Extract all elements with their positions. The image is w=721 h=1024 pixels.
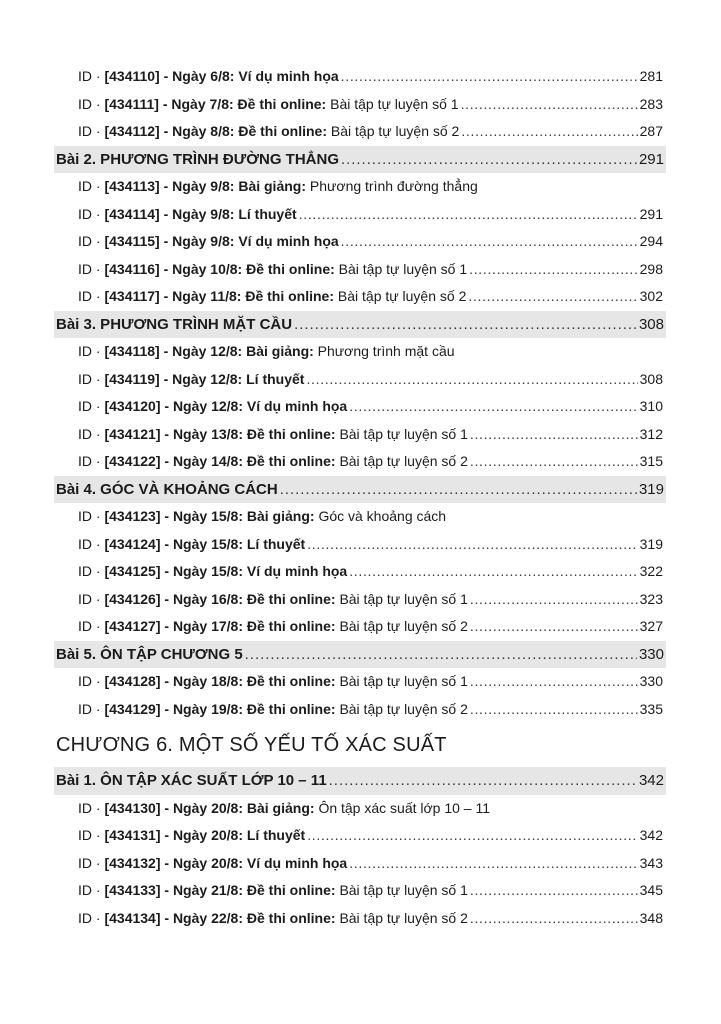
entry-code: [434111] xyxy=(104,95,159,112)
entry-label: Ví dụ minh họa xyxy=(238,233,339,249)
id-prefix: ID · xyxy=(78,673,101,689)
entry-description: Bài tập tự luyện số 2 xyxy=(339,453,468,469)
entry-day: - Ngày 19/8: xyxy=(164,700,243,717)
dot-leader xyxy=(470,905,638,933)
entry-label: Ví dụ minh họa xyxy=(246,563,348,579)
page-number: 335 xyxy=(639,700,663,717)
entry-label: Đề thi online: xyxy=(246,882,336,898)
entry-day: - Ngày 16/8: xyxy=(164,590,243,607)
entry-description: Bài tập tự luyện số 2 xyxy=(330,123,460,139)
toc-entry[interactable] xyxy=(0,448,721,476)
entry-label: Lí thuyết xyxy=(246,535,306,552)
entry-label: Lí thuyết xyxy=(246,827,306,843)
toc-entry[interactable] xyxy=(0,696,721,724)
entry-label: Ví dụ minh họa xyxy=(246,854,348,871)
entry-label: Đề thi online: xyxy=(246,260,335,277)
dot-leader xyxy=(349,558,637,586)
entry-code: [434112] xyxy=(104,123,160,139)
dot-leader xyxy=(470,696,638,724)
page-number: 291 xyxy=(638,150,664,168)
entry-description: Bài tập tự luyện số 2 xyxy=(339,700,468,717)
entry-label: Bài giảng: xyxy=(246,343,314,359)
dot-leader xyxy=(461,91,638,119)
id-prefix: ID · xyxy=(78,398,101,414)
page-number: 343 xyxy=(639,854,663,871)
dot-leader xyxy=(341,63,638,91)
dot-leader xyxy=(299,201,638,229)
entry-code: [434130] xyxy=(104,799,161,816)
toc-entry[interactable] xyxy=(0,613,721,641)
entry-label: Đề thi online: xyxy=(238,123,327,139)
entry-day: - Ngày 12/8: xyxy=(164,398,243,414)
toc-entry[interactable] xyxy=(0,877,721,905)
dot-leader xyxy=(461,118,637,146)
entry-code: [434114] xyxy=(104,205,160,222)
id-prefix: ID · xyxy=(78,590,101,607)
entry-code: [434122] xyxy=(104,453,161,469)
entry-code: [434120] xyxy=(104,398,161,414)
dot-leader xyxy=(470,448,638,476)
dot-leader xyxy=(470,668,638,696)
id-prefix: ID · xyxy=(78,205,101,222)
entry-day: - Ngày 21/8: xyxy=(164,882,243,898)
page-number: 323 xyxy=(639,590,663,607)
page-number: 330 xyxy=(638,645,664,663)
id-prefix: ID · xyxy=(78,700,101,717)
entry-description: Bài tập tự luyện số 2 xyxy=(337,288,467,304)
entry-description: Phương trình mặt cầu xyxy=(317,343,455,359)
lesson-title: Bài 2. PHƯƠNG TRÌNH ĐƯỜNG THẲNG xyxy=(56,150,339,168)
chapter-heading[interactable] xyxy=(0,723,721,767)
entry-day: - Ngày 13/8: xyxy=(164,425,243,442)
id-prefix: ID · xyxy=(78,288,101,304)
lesson-heading[interactable] xyxy=(54,311,666,339)
id-prefix: ID · xyxy=(78,260,101,277)
toc-entry[interactable] xyxy=(0,393,721,421)
entry-code: [434116] xyxy=(104,260,160,277)
entry-code: [434127] xyxy=(104,618,161,634)
dot-leader xyxy=(470,613,638,641)
entry-code: [434123] xyxy=(104,508,161,524)
toc-entry[interactable] xyxy=(0,822,721,850)
entry-code: [434117] xyxy=(104,288,160,304)
dot-leader xyxy=(470,586,638,614)
page-number: 281 xyxy=(639,68,663,84)
entry-label: Lí thuyết xyxy=(238,205,297,222)
dot-leader xyxy=(307,531,637,559)
id-prefix: ID · xyxy=(78,343,101,359)
entry-description: Bài tập tự luyện số 2 xyxy=(339,618,468,634)
id-prefix: ID · xyxy=(78,370,101,387)
dot-leader xyxy=(294,311,637,339)
chapter-title: CHƯƠNG 6. MỘT SỐ YẾU TỐ XÁC SUẤT xyxy=(56,734,447,756)
toc-entry[interactable] xyxy=(0,421,721,449)
lesson-title: Bài 4. GÓC VÀ KHOẢNG CÁCH xyxy=(56,480,278,498)
id-prefix: ID · xyxy=(78,68,101,84)
toc-entry[interactable] xyxy=(0,228,721,256)
entry-day: - Ngày 20/8: xyxy=(164,799,243,816)
dot-leader xyxy=(470,877,638,905)
lesson-title: Bài 1. ÔN TẬP XÁC SUẤT LỚP 10 – 11 xyxy=(56,772,327,789)
entry-code: [434131] xyxy=(104,827,161,843)
entry-day: - Ngày 15/8: xyxy=(164,563,243,579)
lesson-heading[interactable] xyxy=(54,641,666,669)
entry-label: Đề thi online: xyxy=(246,700,336,717)
entry-day: - Ngày 7/8: xyxy=(162,95,234,112)
entry-day: - Ngày 6/8: xyxy=(163,68,235,84)
entry-code: [434132] xyxy=(104,854,161,871)
entry-day: - Ngày 12/8: xyxy=(163,370,243,387)
entry-day: - Ngày 20/8: xyxy=(164,854,243,871)
dot-leader xyxy=(307,822,637,850)
toc-entry[interactable] xyxy=(0,558,721,586)
entry-code: [434133] xyxy=(104,882,161,898)
toc-entry[interactable] xyxy=(0,668,721,696)
id-prefix: ID · xyxy=(78,178,101,194)
id-prefix: ID · xyxy=(78,95,101,112)
page-number: 302 xyxy=(639,288,663,304)
toc-entry[interactable] xyxy=(0,795,721,823)
entry-label: Đề thi online: xyxy=(246,590,336,607)
toc-entry[interactable] xyxy=(0,91,721,119)
page-number: 348 xyxy=(639,909,663,926)
entry-code: [434113] xyxy=(104,178,160,194)
page-number: 345 xyxy=(639,882,663,898)
page-number: 319 xyxy=(638,480,664,498)
entry-day: - Ngày 22/8: xyxy=(164,909,243,926)
id-prefix: ID · xyxy=(78,882,101,898)
entry-label: Ví dụ minh họa xyxy=(238,68,339,84)
page-number: 310 xyxy=(639,398,663,414)
toc-entry[interactable] xyxy=(0,850,721,878)
page-number: 330 xyxy=(639,673,663,689)
entry-description: Góc và khoảng cách xyxy=(318,508,447,524)
toc-entry[interactable] xyxy=(0,531,721,559)
page-number: 319 xyxy=(639,535,663,552)
entry-description: Bài tập tự luyện số 2 xyxy=(339,909,468,926)
id-prefix: ID · xyxy=(78,425,101,442)
lesson-heading[interactable] xyxy=(54,146,666,174)
entry-description: Phương trình đường thẳng xyxy=(309,178,478,194)
entry-label: Lí thuyết xyxy=(246,370,305,387)
toc-entry[interactable] xyxy=(0,503,721,531)
dot-leader xyxy=(470,421,638,449)
toc-entry[interactable] xyxy=(0,366,721,394)
toc-entry[interactable] xyxy=(0,173,721,201)
entry-label: Đề thi online: xyxy=(246,618,336,634)
toc-entry[interactable] xyxy=(0,283,721,311)
page-number: 322 xyxy=(639,563,663,579)
id-prefix: ID · xyxy=(78,563,101,579)
toc-entry[interactable] xyxy=(0,201,721,229)
id-prefix: ID · xyxy=(78,799,101,816)
entry-day: - Ngày 17/8: xyxy=(164,618,243,634)
entry-description: Bài tập tự luyện số 1 xyxy=(339,425,468,442)
page-number: 327 xyxy=(639,618,663,634)
dot-leader xyxy=(349,393,637,421)
id-prefix: ID · xyxy=(78,508,101,524)
id-prefix: ID · xyxy=(78,827,101,843)
entry-code: [434121] xyxy=(104,425,161,442)
dot-leader xyxy=(469,256,638,284)
entry-label: Đề thi online: xyxy=(246,425,336,442)
id-prefix: ID · xyxy=(78,618,101,634)
entry-day: - Ngày 15/8: xyxy=(164,535,243,552)
entry-day: - Ngày 11/8: xyxy=(163,288,242,304)
entry-description: Bài tập tự luyện số 1 xyxy=(339,673,468,689)
page-number: 283 xyxy=(639,95,663,112)
entry-label: Đề thi online: xyxy=(246,453,336,469)
page-number: 342 xyxy=(638,772,664,789)
id-prefix: ID · xyxy=(78,909,101,926)
entry-day: - Ngày 9/8: xyxy=(163,205,235,222)
lesson-heading[interactable] xyxy=(54,767,666,795)
lesson-heading[interactable] xyxy=(54,476,666,504)
entry-label: Bài giảng: xyxy=(238,178,306,194)
entry-day: - Ngày 14/8: xyxy=(164,453,243,469)
entry-description: Ôn tập xác suất lớp 10 – 11 xyxy=(318,799,491,816)
id-prefix: ID · xyxy=(78,233,101,249)
entry-description: Bài tập tự luyện số 1 xyxy=(338,260,468,277)
page-number: 291 xyxy=(639,205,663,222)
entry-label: Đề thi online: xyxy=(237,95,327,112)
toc-entry[interactable] xyxy=(0,338,721,366)
entry-day: - Ngày 12/8: xyxy=(163,343,243,359)
entry-code: [434115] xyxy=(104,233,160,249)
entry-label: Bài giảng: xyxy=(246,508,315,524)
id-prefix: ID · xyxy=(78,123,101,139)
id-prefix: ID · xyxy=(78,535,101,552)
entry-description: Bài tập tự luyện số 1 xyxy=(339,590,468,607)
toc-entry[interactable] xyxy=(0,63,721,91)
entry-description: Bài tập tự luyện số 1 xyxy=(330,95,459,112)
lesson-title: Bài 3. PHƯƠNG TRÌNH MẶT CẦU xyxy=(56,315,293,333)
dot-leader xyxy=(329,767,637,795)
entry-day: - Ngày 9/8: xyxy=(163,233,235,249)
toc-entry[interactable] xyxy=(0,905,721,933)
entry-code: [434134] xyxy=(104,909,161,926)
entry-code: [434126] xyxy=(104,590,161,607)
entry-label: Đề thi online: xyxy=(246,909,336,926)
dot-leader xyxy=(341,228,638,256)
page-number: 294 xyxy=(639,233,663,249)
entry-code: [434110] xyxy=(104,68,160,84)
page-number: 308 xyxy=(638,315,664,333)
dot-leader xyxy=(341,146,637,174)
entry-day: - Ngày 10/8: xyxy=(163,260,243,277)
entry-day: - Ngày 9/8: xyxy=(163,178,235,194)
dot-leader xyxy=(280,476,637,504)
dot-leader xyxy=(245,641,637,669)
entry-code: [434129] xyxy=(104,700,161,717)
toc-entry[interactable] xyxy=(0,118,721,146)
toc-entry[interactable] xyxy=(0,586,721,614)
entry-label: Đề thi online: xyxy=(246,673,336,689)
dot-leader xyxy=(468,283,637,311)
entry-day: - Ngày 8/8: xyxy=(163,123,235,139)
entry-label: Đề thi online: xyxy=(245,288,335,304)
entry-day: - Ngày 20/8: xyxy=(164,827,243,843)
entry-code: [434119] xyxy=(104,370,160,387)
page-number: 312 xyxy=(639,425,663,442)
dot-leader xyxy=(306,366,637,394)
dot-leader xyxy=(349,850,637,878)
page-number: 308 xyxy=(639,370,663,387)
entry-label: Ví dụ minh họa xyxy=(246,398,348,414)
entry-description: Bài tập tự luyện số 1 xyxy=(339,882,468,898)
toc-entry[interactable] xyxy=(0,256,721,284)
entry-day: - Ngày 15/8: xyxy=(164,508,243,524)
page-number: 298 xyxy=(639,260,663,277)
lesson-title: Bài 5. ÔN TẬP CHƯƠNG 5 xyxy=(56,645,243,663)
page-number: 315 xyxy=(639,453,663,469)
entry-code: [434124] xyxy=(104,535,161,552)
entry-code: [434125] xyxy=(104,563,161,579)
entry-code: [434118] xyxy=(104,343,160,359)
entry-day: - Ngày 18/8: xyxy=(164,673,243,689)
page-number: 342 xyxy=(639,827,663,843)
entry-code: [434128] xyxy=(104,673,161,689)
id-prefix: ID · xyxy=(78,453,101,469)
page-number: 287 xyxy=(639,123,663,139)
id-prefix: ID · xyxy=(78,854,101,871)
entry-label: Bài giảng: xyxy=(246,799,315,816)
table-of-contents xyxy=(0,63,721,932)
